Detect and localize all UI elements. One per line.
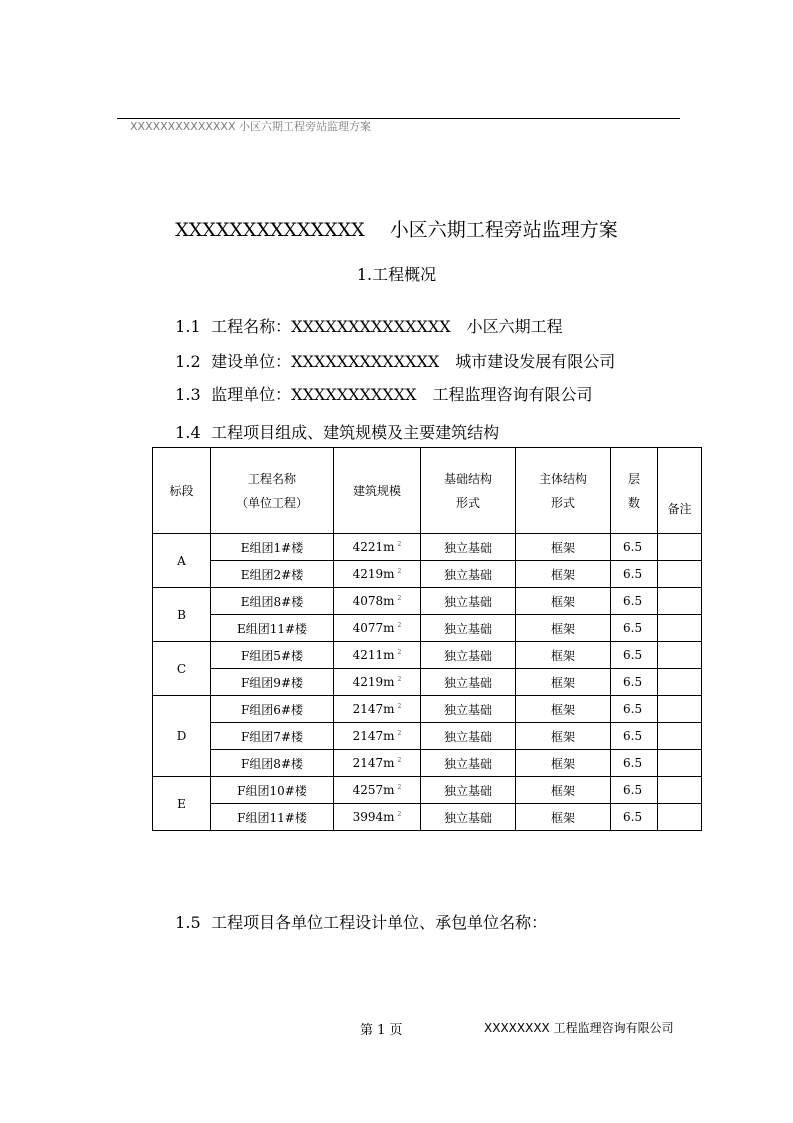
header-foundation: 基础结构 形式 <box>421 448 516 534</box>
foundation-cell: 独立基础 <box>421 804 516 831</box>
unit-name-cell: F组团11#楼 <box>211 804 334 831</box>
table-row <box>153 804 702 831</box>
structure-cell: 框架 <box>516 561 611 588</box>
structure-cell: 框架 <box>516 750 611 777</box>
running-header: XXXXXXXXXXXXXX 小区六期工程旁站监理方案 <box>130 120 371 133</box>
area-cell <box>334 777 421 804</box>
structure-cell: 框架 <box>516 588 611 615</box>
area-unit-superscript: 2 <box>397 649 402 656</box>
remark-cell <box>658 750 702 777</box>
floors-cell: 6.5 <box>611 750 658 777</box>
table-row <box>153 615 702 642</box>
project-units-table <box>152 447 702 831</box>
table-row <box>153 534 702 561</box>
area-value: 4078m <box>352 594 395 608</box>
remark-cell <box>658 588 702 615</box>
area-value: 2147m <box>352 702 395 716</box>
area-unit-superscript: 2 <box>397 757 402 764</box>
foundation-cell: 独立基础 <box>421 777 516 804</box>
floors-cell: 6.5 <box>611 804 658 831</box>
area-value: 4077m <box>352 621 395 635</box>
item-text: 监理单位：XXXXXXXXXXX 工程监理咨询有限公司 <box>211 385 593 404</box>
area-value: 4219m <box>352 675 395 689</box>
table-row <box>153 750 702 777</box>
floors-cell: 6.5 <box>611 723 658 750</box>
area-value: 3994m <box>352 810 395 824</box>
area-value: 4221m <box>352 540 395 554</box>
remark-cell <box>658 669 702 696</box>
document-title: XXXXXXXXXXXXXX 小区六期工程旁站监理方案 <box>175 219 618 241</box>
area-value: 4219m <box>352 567 395 581</box>
area-cell <box>334 750 421 777</box>
structure-cell: 框架 <box>516 669 611 696</box>
floors-cell: 6.5 <box>611 696 658 723</box>
structure-cell: 框架 <box>516 804 611 831</box>
area-unit-superscript: 2 <box>397 730 402 737</box>
remark-cell <box>658 723 702 750</box>
area-unit-superscript: 2 <box>397 676 402 683</box>
remark-cell <box>658 777 702 804</box>
table-row <box>153 669 702 696</box>
item-number: 1.4 <box>175 423 201 442</box>
unit-name-cell: F组团7#楼 <box>211 723 334 750</box>
remark-cell <box>658 804 702 831</box>
foundation-cell: 独立基础 <box>421 642 516 669</box>
area-unit-superscript: 2 <box>397 811 402 818</box>
floors-cell: 6.5 <box>611 561 658 588</box>
header-floors: 层 数 <box>611 448 658 534</box>
item-designers <box>165 891 547 933</box>
area-cell <box>334 669 421 696</box>
area-cell <box>334 588 421 615</box>
area-cell <box>334 804 421 831</box>
item-text: 工程项目组成、建筑规模及主要建筑结构 <box>211 423 500 442</box>
unit-name-cell: F组团10#楼 <box>211 777 334 804</box>
table-row <box>153 642 702 669</box>
area-cell <box>334 642 421 669</box>
unit-name-cell: E组团8#楼 <box>211 588 334 615</box>
header-remark: 备注 <box>658 448 702 534</box>
area-cell <box>334 534 421 561</box>
foundation-cell: 独立基础 <box>421 561 516 588</box>
foundation-cell: 独立基础 <box>421 588 516 615</box>
unit-name-cell: F组团5#楼 <box>211 642 334 669</box>
foundation-cell: 独立基础 <box>421 723 516 750</box>
section-cell: B <box>153 588 211 642</box>
area-cell <box>334 723 421 750</box>
item-number: 1.3 <box>175 385 201 404</box>
unit-name-cell: E组团1#楼 <box>211 534 334 561</box>
table-row <box>153 723 702 750</box>
remark-cell <box>658 561 702 588</box>
section-cell: A <box>153 534 211 588</box>
area-cell <box>334 561 421 588</box>
table-row <box>153 588 702 615</box>
structure-cell: 框架 <box>516 777 611 804</box>
foundation-cell: 独立基础 <box>421 534 516 561</box>
header-scale: 建筑规模 <box>334 448 421 534</box>
floors-cell: 6.5 <box>611 588 658 615</box>
area-value: 2147m <box>352 756 395 770</box>
item-text: 建设单位：XXXXXXXXXXXXX 城市建设发展有限公司 <box>211 352 616 371</box>
table-row <box>153 561 702 588</box>
section-cell: C <box>153 642 211 696</box>
remark-cell <box>658 615 702 642</box>
table-header-row <box>153 448 702 534</box>
foundation-cell: 独立基础 <box>421 750 516 777</box>
area-value: 2147m <box>352 729 395 743</box>
floors-cell: 6.5 <box>611 642 658 669</box>
table-row <box>153 777 702 804</box>
structure-cell: 框架 <box>516 615 611 642</box>
area-unit-superscript: 2 <box>397 541 402 548</box>
remark-cell <box>658 696 702 723</box>
section-cell: E <box>153 777 211 831</box>
unit-name-cell: E组团11#楼 <box>211 615 334 642</box>
header-main-structure: 主体结构 形式 <box>516 448 611 534</box>
unit-name-cell: F组团9#楼 <box>211 669 334 696</box>
structure-cell: 框架 <box>516 696 611 723</box>
structure-cell: 框架 <box>516 723 611 750</box>
area-unit-superscript: 2 <box>397 568 402 575</box>
unit-name-cell: F组团6#楼 <box>211 696 334 723</box>
area-value: 4257m <box>352 783 395 797</box>
floors-cell: 6.5 <box>611 615 658 642</box>
area-value: 4211m <box>352 648 395 662</box>
item-number: 1.1 <box>175 317 201 336</box>
unit-name-cell: E组团2#楼 <box>211 561 334 588</box>
foundation-cell: 独立基础 <box>421 615 516 642</box>
area-unit-superscript: 2 <box>397 784 402 791</box>
page-number: 第 1 页 <box>360 1023 403 1038</box>
header-section: 标段 <box>153 448 211 534</box>
header-unit-name: 工程名称 （单位工程） <box>211 448 334 534</box>
item-text: 工程项目各单位工程设计单位、承包单位名称： <box>211 913 548 932</box>
foundation-cell: 独立基础 <box>421 669 516 696</box>
area-unit-superscript: 2 <box>397 622 402 629</box>
remark-cell <box>658 642 702 669</box>
item-number: 1.2 <box>175 352 201 371</box>
floors-cell: 6.5 <box>611 534 658 561</box>
item-composition <box>165 401 499 443</box>
area-cell <box>334 615 421 642</box>
floors-cell: 6.5 <box>611 777 658 804</box>
item-text: 工程名称：XXXXXXXXXXXXXX 小区六期工程 <box>211 317 563 336</box>
unit-name-cell: F组团8#楼 <box>211 750 334 777</box>
foundation-cell: 独立基础 <box>421 696 516 723</box>
area-unit-superscript: 2 <box>397 703 402 710</box>
structure-cell: 框架 <box>516 642 611 669</box>
area-unit-superscript: 2 <box>397 595 402 602</box>
item-number: 1.5 <box>175 913 201 932</box>
table-row <box>153 696 702 723</box>
remark-cell <box>658 534 702 561</box>
floors-cell: 6.5 <box>611 669 658 696</box>
item-supervisor <box>165 363 592 405</box>
section-cell: D <box>153 696 211 777</box>
section-title: 1.工程概况 <box>356 265 437 284</box>
area-cell <box>334 696 421 723</box>
footer-company: XXXXXXXX 工程监理咨询有限公司 <box>484 1021 674 1035</box>
structure-cell: 框架 <box>516 534 611 561</box>
